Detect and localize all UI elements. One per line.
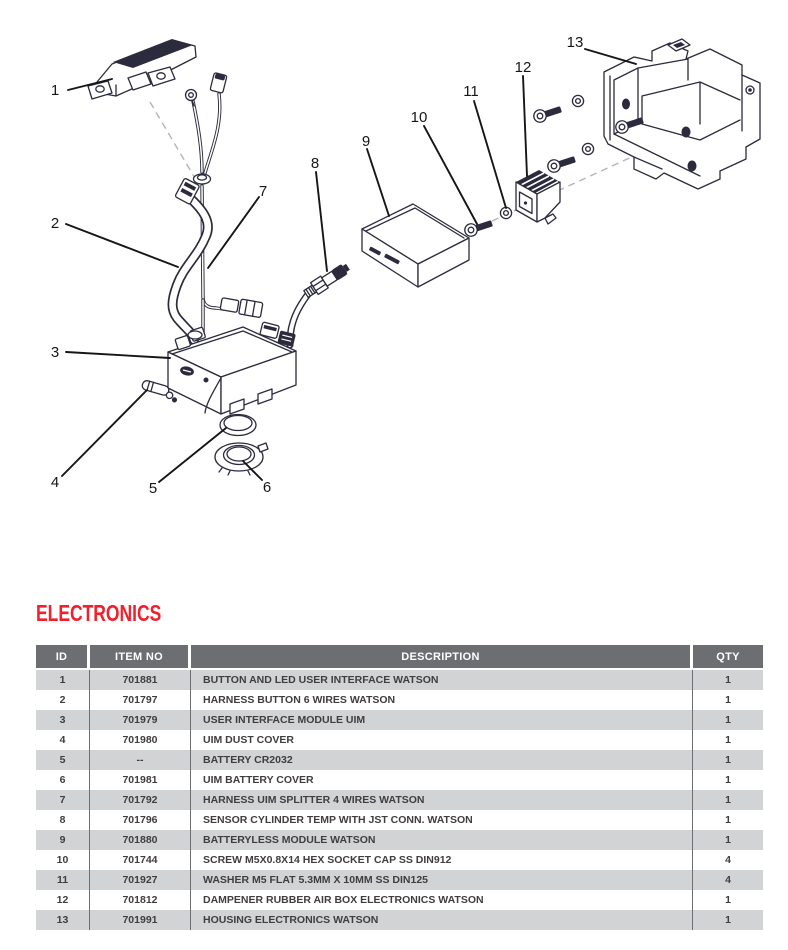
table-row — [36, 670, 763, 690]
wire-connector-top — [210, 73, 227, 94]
table-row — [36, 770, 763, 790]
cell-item-no: 701991 — [90, 910, 191, 930]
table-row — [36, 730, 763, 750]
cell-qty: 1 — [693, 710, 763, 730]
cell-item-no: 701881 — [90, 670, 191, 690]
callout-label-9: 9 — [361, 133, 371, 150]
callout-label-5: 5 — [148, 480, 158, 497]
header-id: ID — [36, 645, 90, 670]
callout-label-12: 12 — [514, 59, 532, 76]
cell-id: 9 — [36, 830, 90, 850]
cell-qty: 1 — [693, 770, 763, 790]
cell-item-no: 701744 — [90, 850, 191, 870]
callout-label-10: 10 — [410, 109, 428, 126]
cell-qty: 1 — [693, 750, 763, 770]
callout-label-8: 8 — [310, 155, 320, 172]
cell-qty: 1 — [693, 810, 763, 830]
cell-item-no: -- — [90, 750, 191, 770]
assembly-dashed-lines — [150, 102, 660, 221]
cell-qty: 1 — [693, 790, 763, 810]
cell-id: 8 — [36, 810, 90, 830]
part-uim-module — [168, 327, 296, 414]
cell-item-no: 701792 — [90, 790, 191, 810]
cell-id: 3 — [36, 710, 90, 730]
table-row — [36, 690, 763, 710]
cell-id: 5 — [36, 750, 90, 770]
cell-id: 2 — [36, 690, 90, 710]
cell-item-no: 701979 — [90, 710, 191, 730]
section-title: ELECTRONICS — [36, 600, 162, 626]
header-qty: QTY — [693, 645, 763, 670]
cell-item-no: 701812 — [90, 890, 191, 910]
table-row — [36, 850, 763, 870]
table-row — [36, 710, 763, 730]
cell-description: SENSOR CYLINDER TEMP WITH JST CONN. WATSON — [191, 810, 693, 830]
cell-description: HARNESS UIM SPLITTER 4 WIRES WATSON — [191, 790, 693, 810]
callout-label-3: 3 — [50, 344, 60, 361]
cell-item-no: 701927 — [90, 870, 191, 890]
cell-description: HARNESS BUTTON 6 WIRES WATSON — [191, 690, 693, 710]
cell-id: 1 — [36, 670, 90, 690]
cell-id: 4 — [36, 730, 90, 750]
table-header-row — [36, 645, 763, 670]
grommet — [194, 174, 211, 184]
callout-label-13: 13 — [566, 34, 584, 51]
cell-description: HOUSING ELECTRONICS WATSON — [191, 910, 693, 930]
callout-label-6: 6 — [262, 479, 272, 496]
jst-connector-pair-1 — [220, 296, 263, 318]
cell-item-no: 701796 — [90, 810, 191, 830]
cell-description: SCREW M5X0.8X14 HEX SOCKET CAP SS DIN912 — [191, 850, 693, 870]
callout-label-7: 7 — [258, 183, 268, 200]
table-row — [36, 790, 763, 810]
part-battery-cover — [215, 443, 268, 475]
part-button-led-interface — [88, 39, 196, 99]
cell-description: UIM DUST COVER — [191, 730, 693, 750]
part-rubber-dampener — [516, 170, 560, 224]
part-batteryless-module — [362, 204, 469, 287]
table-row — [36, 750, 763, 770]
callout-label-2: 2 — [50, 215, 60, 232]
table-row — [36, 910, 763, 930]
cell-id: 12 — [36, 890, 90, 910]
cell-qty: 1 — [693, 890, 763, 910]
cell-id: 13 — [36, 910, 90, 930]
cell-id: 10 — [36, 850, 90, 870]
header-item-no: ITEM NO — [90, 645, 191, 670]
cell-description: BATTERY CR2032 — [191, 750, 693, 770]
cell-item-no: 701980 — [90, 730, 191, 750]
header-description: DESCRIPTION — [191, 645, 693, 670]
part-battery — [220, 415, 256, 436]
cell-description: DAMPENER RUBBER AIR BOX ELECTRONICS WATSON — [191, 890, 693, 910]
cell-description: BUTTON AND LED USER INTERFACE WATSON — [191, 670, 693, 690]
cell-id: 6 — [36, 770, 90, 790]
cell-qty: 1 — [693, 830, 763, 850]
cell-description: USER INTERFACE MODULE UIM — [191, 710, 693, 730]
cell-qty: 1 — [693, 730, 763, 750]
callout-label-4: 4 — [50, 474, 60, 491]
cell-item-no: 701797 — [90, 690, 191, 710]
cell-description: UIM BATTERY COVER — [191, 770, 693, 790]
callout-labels — [51, 34, 584, 497]
table-row — [36, 810, 763, 830]
cell-id: 7 — [36, 790, 90, 810]
cell-qty: 4 — [693, 870, 763, 890]
table-row — [36, 870, 763, 890]
callout-label-1: 1 — [50, 82, 60, 99]
callout-label-11: 11 — [463, 83, 479, 100]
cell-description: BATTERYLESS MODULE WATSON — [191, 830, 693, 850]
cell-description: WASHER M5 FLAT 5.3MM X 10MM SS DIN125 — [191, 870, 693, 890]
cell-id: 11 — [36, 870, 90, 890]
cell-qty: 1 — [693, 910, 763, 930]
cell-qty: 1 — [693, 670, 763, 690]
cell-item-no: 701981 — [90, 770, 191, 790]
table-row — [36, 890, 763, 910]
cell-qty: 4 — [693, 850, 763, 870]
cell-qty: 1 — [693, 690, 763, 710]
table-row — [36, 830, 763, 850]
cell-item-no: 701880 — [90, 830, 191, 850]
parts-table — [36, 645, 763, 930]
